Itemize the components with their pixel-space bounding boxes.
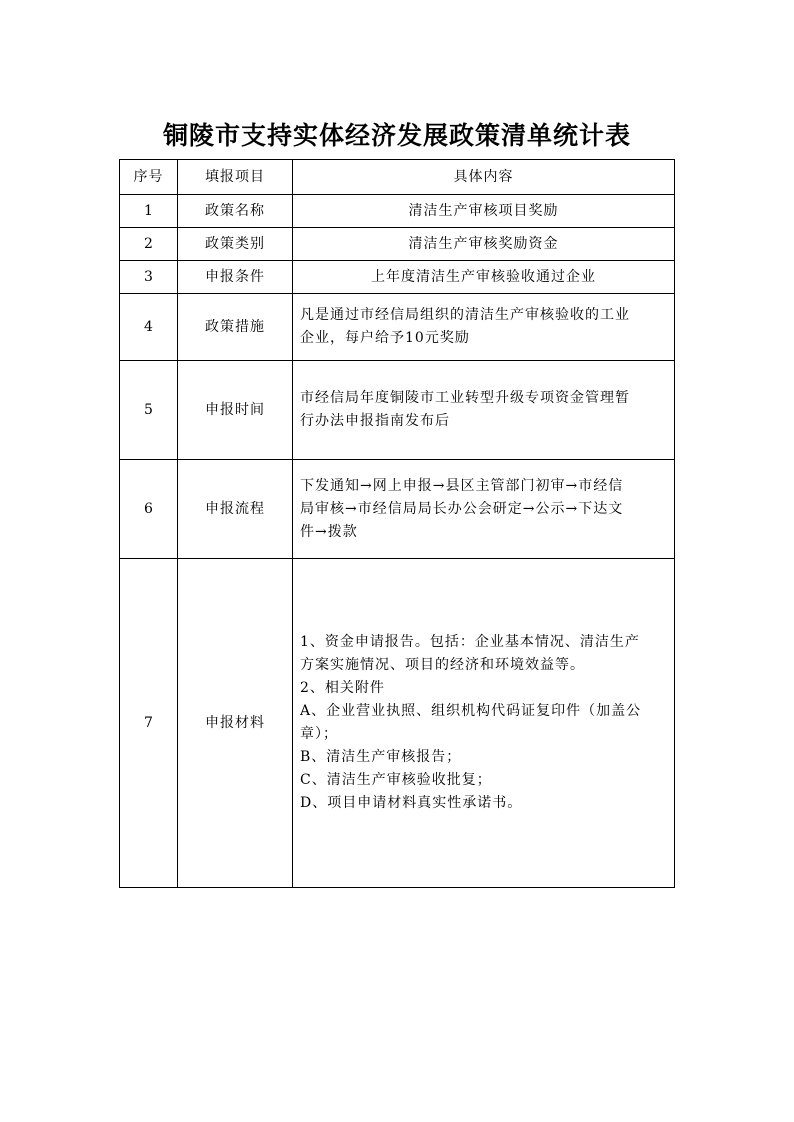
row-content bbox=[293, 261, 675, 294]
row-item: 申报材料 bbox=[178, 559, 293, 888]
content-line: 件→拨款 bbox=[300, 523, 358, 540]
column-header-content: 具体内容 bbox=[293, 160, 675, 195]
row-item: 政策类别 bbox=[178, 228, 293, 261]
policy-table bbox=[119, 159, 675, 888]
content-line: 方案实施情况、项目的经济和环境效益等。 bbox=[300, 657, 585, 673]
row-content bbox=[293, 559, 675, 888]
content-line: 局审核→市经信局局长办公会研定→公示→下达文 bbox=[300, 500, 624, 517]
table-row bbox=[120, 228, 675, 261]
document-title: 铜陵市支持实体经济发展政策清单统计表 bbox=[162, 121, 631, 150]
content-line: A、企业营业执照、组织机构代码证复印件（加盖公 bbox=[300, 703, 642, 719]
row-number: 1 bbox=[120, 195, 178, 228]
row-number: 2 bbox=[120, 228, 178, 261]
row-content bbox=[293, 228, 675, 261]
content-line: 清洁生产审核项目奖励 bbox=[408, 202, 559, 219]
table-row bbox=[120, 460, 675, 559]
row-item: 申报时间 bbox=[178, 361, 293, 460]
content-line: 企业，每户给予10元奖励 bbox=[300, 330, 470, 346]
content-line: D、项目申请材料真实性承诺书。 bbox=[300, 795, 523, 811]
content-line: C、清洁生产审核验收批复； bbox=[300, 772, 492, 788]
column-header-item: 填报项目 bbox=[178, 160, 293, 195]
content-line: 市经信局年度铜陵市工业转型升级专项资金管理暂 bbox=[300, 390, 630, 406]
row-content bbox=[293, 361, 675, 460]
row-number: 3 bbox=[120, 261, 178, 294]
row-item: 申报流程 bbox=[178, 460, 293, 559]
row-content bbox=[293, 460, 675, 559]
table-row bbox=[120, 261, 675, 294]
table-row bbox=[120, 195, 675, 228]
row-content bbox=[293, 195, 675, 228]
content-line: 凡是通过市经信局组织的清洁生产审核验收的工业 bbox=[300, 307, 630, 323]
table-row bbox=[120, 559, 675, 888]
row-item: 政策名称 bbox=[178, 195, 293, 228]
row-content bbox=[293, 294, 675, 361]
column-header-no: 序号 bbox=[120, 160, 178, 195]
content-line: B、清洁生产审核报告； bbox=[300, 749, 462, 765]
row-item: 申报条件 bbox=[178, 261, 293, 294]
row-number: 7 bbox=[120, 559, 178, 888]
content-line: 章）； bbox=[300, 726, 338, 742]
content-line: 2、相关附件 bbox=[300, 680, 385, 696]
row-number: 4 bbox=[120, 294, 178, 361]
content-line: 清洁生产审核奖励资金 bbox=[408, 235, 559, 252]
content-line: 行办法申报指南发布后 bbox=[300, 413, 450, 429]
content-line: 上年度清洁生产审核验收通过企业 bbox=[371, 268, 596, 285]
table-header-row bbox=[120, 160, 675, 195]
row-number: 6 bbox=[120, 460, 178, 559]
content-line: 1、资金申请报告。包括：企业基本情况、清洁生产 bbox=[300, 634, 640, 650]
row-item: 政策措施 bbox=[178, 294, 293, 361]
row-number: 5 bbox=[120, 361, 178, 460]
content-line: 下发通知→网上申报→县区主管部门初审→市经信 bbox=[300, 477, 624, 494]
table-row bbox=[120, 361, 675, 460]
table-row bbox=[120, 294, 675, 361]
